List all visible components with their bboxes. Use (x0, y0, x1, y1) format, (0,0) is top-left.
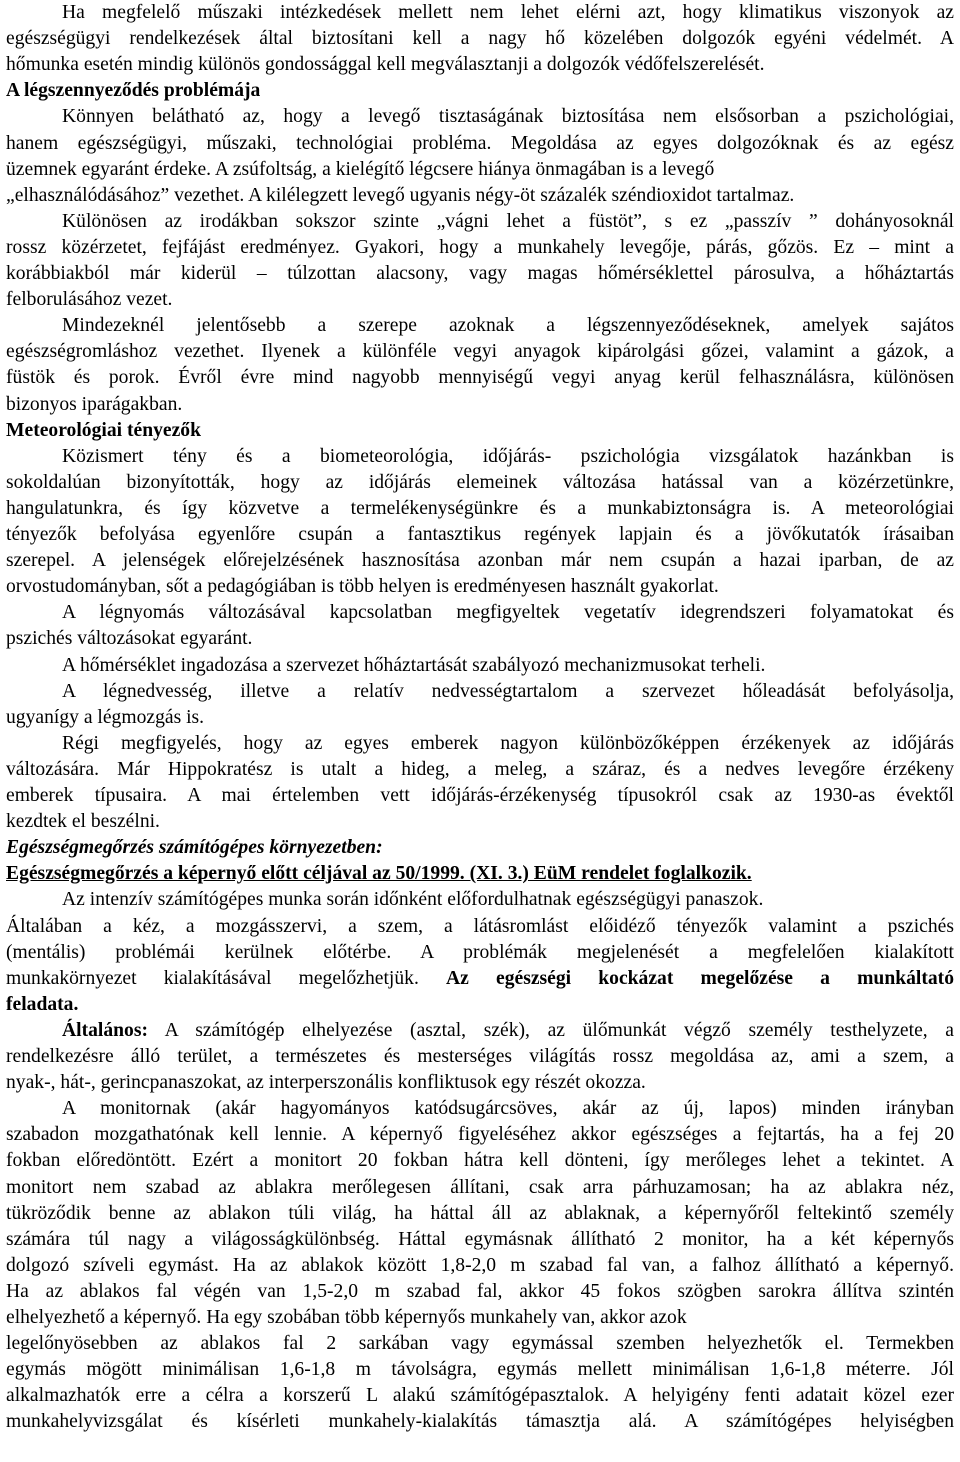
text-line (6, 966, 954, 992)
text-line: rossz közérzetet, fejfájást eredményez. Gyakori, hogy a munkahely levegője, párás, gőzös. Ez – mint a (6, 236, 954, 258)
bold-run: Általános: (62, 1019, 149, 1041)
text-line: „elhasználódásához” vezethet. A kilélegzett levegő ugyanis négy-öt százalék széndioxidot tartalmaz. (6, 184, 795, 206)
text-line: egymás mögött minimálisan 1,6-1,8 m távolságra, egymás mellett minimálisan 1,6-1,8 méterre. Jól (6, 1359, 954, 1381)
text-line: hőmunka esetén mindig különös gondossággal kell megválasztanji a dolgozók védőfelszerelését. (6, 54, 765, 76)
bold-run: Az egészségi kockázat megelőzése a munkáltató (446, 967, 954, 989)
text-line: üzemnek egyaránt érdeke. A zsúfoltság, a kielégítő légcsere hiánya önmagában is a levegő (6, 158, 715, 180)
text-line: Ha az ablakos fal végén van 1,5-2,0 m szabad fal, akkor 45 fokos szögben sarokra állítva szintén (6, 1280, 954, 1302)
text-line: feladata. (6, 993, 79, 1015)
text-line: elhelyezhető a képernyő. Ha egy szobában több képernyős munkahely van, akkor azok (6, 1307, 687, 1328)
text-line: A hőmérséklet ingadozása a szervezet hőháztartását szabályozó mechanizmusokat terheli. (62, 654, 766, 676)
text-line: fokban előredöntött. Ezért a monitort 20 fokban hátra kell dönteni, így merőleges lehet a tekintet. A (6, 1150, 954, 1172)
text-line: szabadon mozgathatónak kell lennie. A képernyő figyeléséhez akkor egészséges a fejtartás, ha a fej 20 (6, 1124, 954, 1146)
text-line: hanem egészségügyi, műszaki, technológiai probléma. Megoldása az egyes dolgozóknak és az egész (6, 132, 954, 154)
text-run: munkakörnyezet kialakításával megelőzhetjük. (6, 967, 447, 989)
text-line: orvostudományban, sőt a pedagógiában is több helyen is eredményesen használt gyakorlat. (6, 576, 719, 598)
text-line (6, 1018, 954, 1044)
text-line: emberek típusaira. A mai értelemben vett időjárás-érzékenység típusokról csak az 1930-as évektől (6, 785, 954, 806)
text-line: Ha megfelelő műszaki intézkedések mellett nem lehet elérni azt, hogy klimatikus viszonyok az (62, 2, 954, 23)
text-line: legelőnyösebben az ablakos fal 2 sarkában vagy egymással szemben helyezhetők el. Termekben (6, 1333, 954, 1355)
text-line: pszichés változásokat egyaránt. (6, 628, 253, 650)
text-line: kezdtek el beszélni. (6, 811, 160, 833)
text-line: ugyanígy a légmozgás is. (6, 706, 205, 728)
text-line: Mindezeknél jelentősebb a szerepe azoknak a légszennyeződéseknek, amelyek sajátos (62, 315, 954, 337)
text-line: tükröződik benne az ablakon túli világ, ha háttal áll az ablaknak, a képernyőről feltekintő személy (6, 1202, 954, 1224)
text-line: Régi megfigyelés, hogy az egyes emberek nagyon különbözőképpen érzékenyek az időjárás (62, 732, 954, 754)
text-line: sokoldalúan bizonyították, hogy az időjárás elemeinek változása hatással van a közérzetünkre, (6, 471, 954, 493)
text-line: Az intenzív számítógépes munka során időnként előfordulhatnak egészségügyi panaszok. (62, 889, 764, 911)
text-line: A légnyomás változásával kapcsolatban megfigyeltek vegetatív idegrendszeri folyamatokat és (62, 602, 954, 624)
text-line: bizonyos iparágakban. (6, 393, 183, 415)
text-line: nyak-, hát-, gerincpanaszokat, az interperszonális konfliktusok egy részét okozza. (6, 1072, 646, 1094)
text-line: korábbiakból már kiderül – túlzottan alacsony, vagy magas hőmérséklettel párosulva, a hőháztartás (6, 263, 954, 284)
text-line: A monitornak (akár hagyományos katódsugárcsöves, akár az új, lapos) minden irányban (62, 1098, 954, 1120)
text-line: füstök és porok. Évről évre mind nagyobb mennyiségű vegyi anyag kerül felhasználásra, különösen (6, 367, 954, 389)
text-line: monitort nem szabad az ablakra merőlegesen állítani, csak arra párhuzamosan; ha az ablakra néz, (6, 1176, 954, 1198)
text-line: rendelkezésre álló terület, a természetes és mesterséges világítás rossz megoldása az, ami a szem, a (6, 1046, 954, 1067)
text-line: Közismert tény és a biometeorológia, időjárás- pszichológia vizsgálatok hazánkban is (62, 445, 954, 467)
text-line: A légszennyeződés problémája (6, 80, 261, 102)
text-line: dolgozó szíveli egymást. Ha az ablakok között 1,8-2,0 m szabad fal van, a falhoz állítható a képernyő. (6, 1254, 954, 1276)
text-line: munkahelyvizsgálat és kísérleti munkahely-kialakítás támasztja alá. A számítógépes helyiségben (6, 1411, 954, 1433)
text-run: A számítógép elhelyezése (asztal, szék), az ülőmunkát végző személy testhelyzete, a (148, 1019, 954, 1041)
text-line: Könnyen belátható az, hogy a levegő tisztaságának biztosítása nem elsősorban a pszichológiai, (62, 106, 954, 128)
text-line: tényezők befolyása egyenlőre csupán a fantasztikus regények lapjain és a jövőkutatók írásaiban (6, 524, 954, 545)
text-line: hangulatunkra, és így közvetve a termelékenységünkre és a munkabiztonságra is. A meteorológiai (6, 497, 954, 519)
text-line: alkalmazhatók erre a célra a korszerű L alakú számítógépasztalok. A helyigény fenti adatait közel ezer (6, 1385, 954, 1407)
text-line: Egészségmegőrzés a képernyő előtt céljával az 50/1999. (XI. 3.) EüM rendelet foglalkozik. (6, 863, 752, 885)
text-line: Különösen az irodákban sokszor szinte „vágni lehet a füstöt”, s ez „passzív ” dohányosoknál (62, 210, 954, 232)
text-line: Egészségmegőrzés számítógépes környezetben: (6, 837, 383, 859)
text-line: Meteorológiai tényezők (6, 419, 201, 441)
text-line: szerepel. A jelenségek előrejelzésének hasznosítása azonban már nem csupán a hazai iparban, de az (6, 550, 954, 572)
text-line: számára túl nagy a világosságkülönbség. Háttal egymásnak állítható 2 monitor, ha a két képernyős (6, 1228, 954, 1250)
text-line: A légnedvesség, illetve a relatív nedvességtartalom a szervezet hőleadását befolyásolja, (62, 680, 954, 702)
text-line: változására. Már Hippokratész is utalt a hideg, a meleg, a száraz, és a nedves levegőre érzékeny (6, 758, 954, 780)
text-line: egészségromláshoz vezethet. Ilyenek a különféle vegyi anyagok kipárolgási gőzei, valamint a gázok, a (6, 341, 954, 363)
text-line: felborulásához vezet. (6, 289, 173, 311)
text-line: Általában a kéz, a mozgásszervi, a szem, a látásromlást előidéző tényezők valamint a pszichés (6, 915, 954, 937)
text-line: egészségügyi rendelkezések által biztosítani kell a nagy hő közelében dolgozók egyéni védelmét. A (6, 28, 954, 50)
text-line: (mentális) problémái kerülnek előtérbe. A problémák megjelenését a megfelelően kialakított (6, 941, 954, 963)
